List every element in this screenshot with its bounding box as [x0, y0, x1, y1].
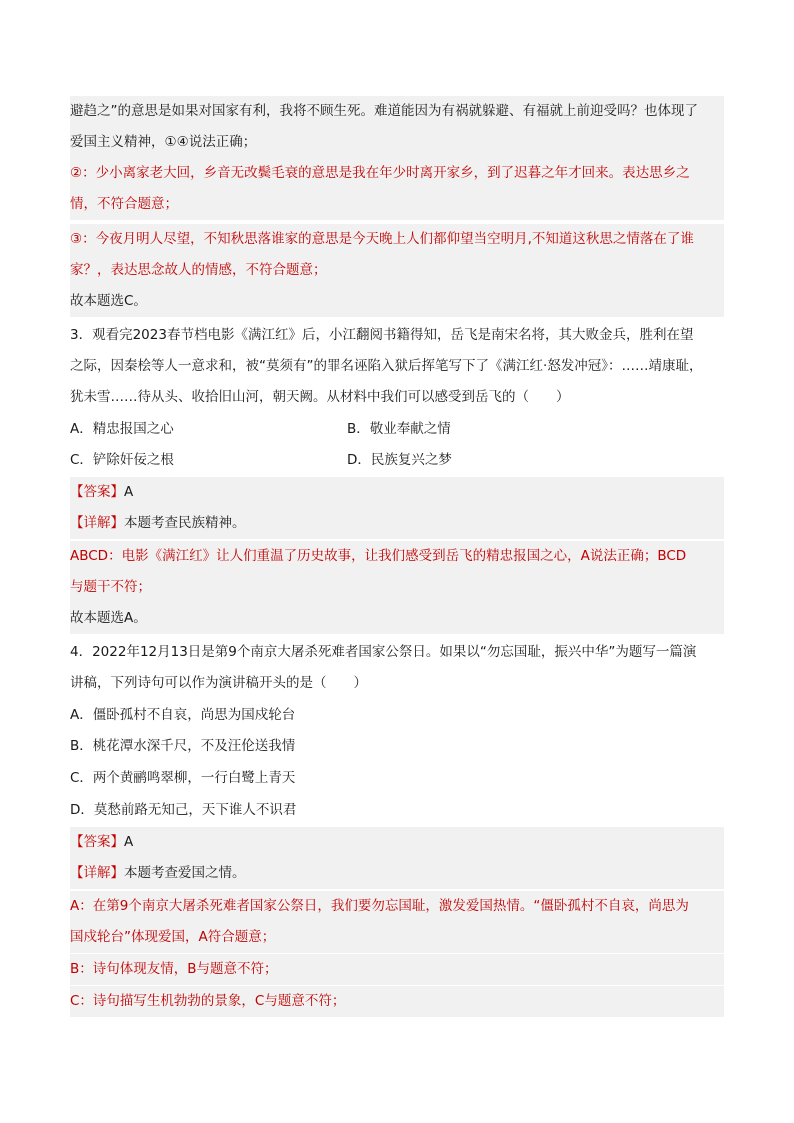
q4-detail — [70, 858, 724, 889]
q3-stem-line-2: 之际，因秦桧等人一意求和，被“莫须有”的罪名诬陷入狱后挥笔写下了《满江红·怒发冲冠》：……靖康耻， — [70, 358, 703, 374]
q4-detail-tag: 【详解】 — [70, 865, 124, 881]
q4-analysis-a-line-1: A：在第9个南京大屠杀死难者国家公祭日，我们要勿忘国耻，激发爱国热情。“僵卧孤村不自哀，尚思为 — [70, 891, 724, 922]
q2-item3-line-1: ③：今夜月明人尽望，不知秋思落谁家的意思是今天晚上人们都仰望当空明月,不知道这秋思之情落在了谁 — [70, 224, 724, 255]
q3-stem-line-3: 犹未雪……待从头、收拾旧山河，朝天阙。从材料中我们可以感受到岳飞的（ ） — [70, 389, 570, 405]
q3-answer-tag: 【答案】 — [70, 484, 124, 500]
q2-item2-line-2: 情，不符合题意； — [70, 189, 724, 220]
q2-item2-line-1: ②：少小离家老大回，乡音无改鬓毛衰的意思是我在年少时离开家乡，到了迟暮之年才回来。表达思乡之 — [70, 158, 724, 189]
q4-analysis-a-line-2: 国戍轮台”体现爱国，A符合题意； — [70, 922, 724, 953]
q2-conclusion: 故本题选C。 — [70, 286, 724, 317]
q3-option-c: C．铲除奸佞之根 — [70, 452, 174, 468]
q2-explanation-line-2: 爱国主义精神，①④说法正确； — [70, 127, 724, 158]
q4-analysis-b: B：诗句体现友情，B与题意不符； — [70, 954, 724, 985]
q3-stem-line-1: 3．观看完2023春节档电影《满江红》后，小江翻阅书籍得知，岳飞是南宋名将，其大败金兵，胜利在望 — [70, 327, 694, 343]
q3-analysis-line-2: 与题干不符； — [70, 572, 724, 603]
q4-detail-text: 本题考查爱国之情。 — [124, 865, 246, 881]
q4-option-a: A．僵卧孤村不自哀，尚思为国戍轮台 — [70, 707, 296, 723]
q3-detail-text: 本题考查民族精神。 — [124, 515, 246, 531]
q4-stem-line-1: 4．2022年12月13日是第9个南京大屠杀死难者国家公祭日。如果以“勿忘国耻，振兴中华”为题写一篇演 — [70, 644, 697, 660]
q3-analysis-line-1: ABCD：电影《满江红》让人们重温了历史故事，让我们感受到岳飞的精忠报国之心，A说法正确；BCD — [70, 541, 724, 572]
q4-stem-line-2: 讲稿，下列诗句可以作为演讲稿开头的是（ ） — [70, 675, 367, 691]
q3-option-b: B．敬业奉献之情 — [347, 421, 451, 437]
q2-explanation-line-1: 避趋之”的意思是如果对国家有利，我将不顾生死。难道能因为有祸就躲避、有福就上前迎受吗？也体现了 — [70, 96, 724, 127]
q4-option-b: B．桃花潭水深千尺，不及汪伦送我情 — [70, 738, 296, 754]
q4-answer-value: A — [124, 834, 134, 850]
q4-analysis-c: C：诗句描写生机勃勃的景象，C与题意不符； — [70, 986, 724, 1017]
q3-options-row-1 — [70, 414, 724, 445]
q3-options-row-2 — [70, 445, 724, 476]
q3-answer — [70, 477, 724, 508]
q4-option-d: D．莫愁前路无知己，天下谁人不识君 — [70, 802, 297, 818]
q2-item3-line-2: 家？，表达思念故人的情感，不符合题意； — [70, 255, 724, 286]
q3-detail-tag: 【详解】 — [70, 515, 124, 531]
q4-answer-tag: 【答案】 — [70, 834, 124, 850]
q3-option-a: A．精忠报国之心 — [70, 421, 174, 437]
q4-option-c: C．两个黄鹂鸣翠柳，一行白鹭上青天 — [70, 770, 296, 786]
q4-answer — [70, 827, 724, 858]
q3-conclusion: 故本题选A。 — [70, 603, 724, 634]
q3-option-d: D．民族复兴之梦 — [347, 452, 452, 468]
q3-answer-value: A — [124, 484, 134, 500]
q3-detail — [70, 508, 724, 539]
